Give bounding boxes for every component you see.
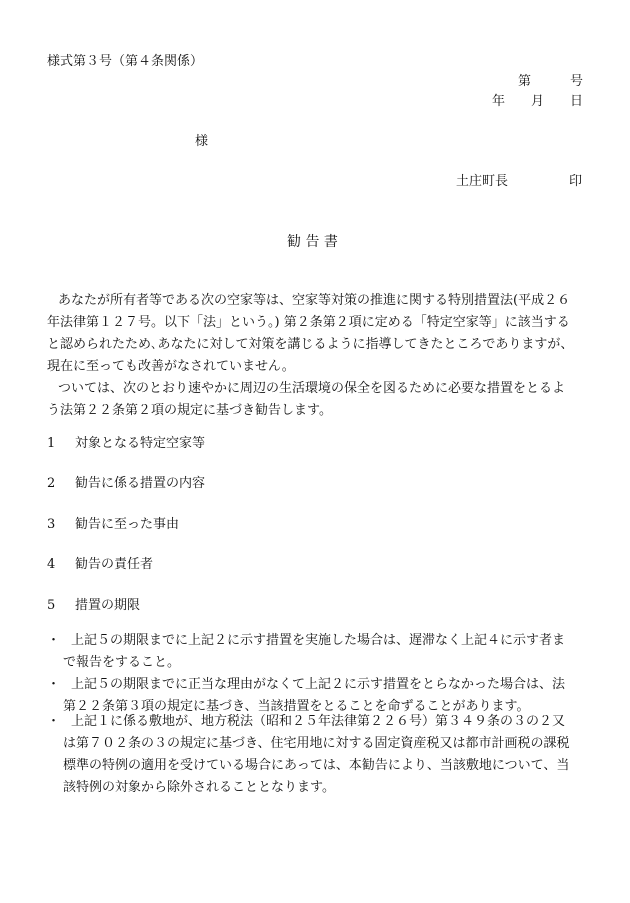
body-line: あなたが所有者等である次の空家等は、空家等対策の推進に関する特別措置法(平成２６	[58, 293, 571, 308]
document-title: 勧 告 書	[287, 234, 338, 250]
note-line: 標準の特例の適用を受けている場合にあっては、本勧告により、当該敷地について、当	[63, 758, 570, 773]
seal-mark: 印	[569, 174, 583, 189]
bullet-icon: ・	[47, 633, 61, 648]
document-number: 第 号	[517, 74, 583, 89]
item-3	[47, 513, 179, 532]
body-paragraph-1	[47, 290, 587, 378]
item-label: 勧告に至った事由	[75, 517, 180, 532]
body-line: と認められたため､あなたに対して対策を講じるように指導してきたところでありますが、	[47, 337, 574, 352]
form-label: 様式第３号（第４条関係）	[47, 54, 204, 69]
item-label: 勧告の責任者	[75, 557, 154, 572]
addressee: 様	[195, 134, 209, 149]
issue-date: 年 月 日	[491, 94, 583, 109]
item-label: 勧告に係る措置の内容	[75, 476, 206, 491]
note-line: 第２２条第３項の規定に基づき、当該措置をとることを命ずることがあります。	[63, 699, 530, 714]
item-number: 1	[47, 436, 56, 451]
item-number: 4	[47, 557, 56, 572]
item-number: 2	[47, 476, 56, 491]
item-4	[47, 553, 153, 572]
note-1	[47, 630, 592, 674]
item-number: 3	[47, 517, 56, 532]
bullet-icon: ・	[47, 714, 61, 729]
note-3	[47, 711, 592, 799]
body-line: ついては、次のとおり速やかに周辺の生活環境の保全を図るために必要な措置をとるよ	[58, 381, 566, 396]
note-line: で報告をすること。	[63, 655, 181, 670]
note-line: 該特例の対象から除外されることとなります。	[63, 780, 335, 795]
body-line: 現在に至っても改善がなされていません。	[47, 359, 295, 374]
item-label: 措置の期限	[75, 598, 141, 613]
item-2	[47, 472, 205, 491]
item-5	[47, 594, 140, 613]
body-line: う法第２２条第２項の規定に基づき勧告します。	[47, 403, 332, 418]
item-label: 対象となる特定空家等	[75, 436, 206, 451]
note-line: 上記５の期限までに上記２に示す措置を実施した場合は、遅滞なく上記４に示す者ま	[71, 633, 566, 648]
item-1	[47, 432, 205, 451]
body-line: 年法律第１２７号。以下「法」という。) 第２条第２項に定める「特定空家等」に該当する	[47, 315, 570, 330]
bullet-icon: ・	[47, 677, 61, 692]
note-line: 上記５の期限までに正当な理由がなくて上記２に示す措置をとらなかった場合は、法	[71, 677, 566, 692]
note-line: 上記１に係る敷地が、地方税法（昭和２５年法律第２２６号）第３４９条の３の２又	[71, 714, 566, 729]
note-line: は第７０２条の３の規定に基づき、住宅用地に対する固定資産税又は都市計画税の課税	[63, 736, 570, 751]
body-paragraph-2	[47, 378, 587, 422]
issuer-name: 土庄町長	[456, 174, 509, 189]
item-number: 5	[47, 598, 56, 613]
